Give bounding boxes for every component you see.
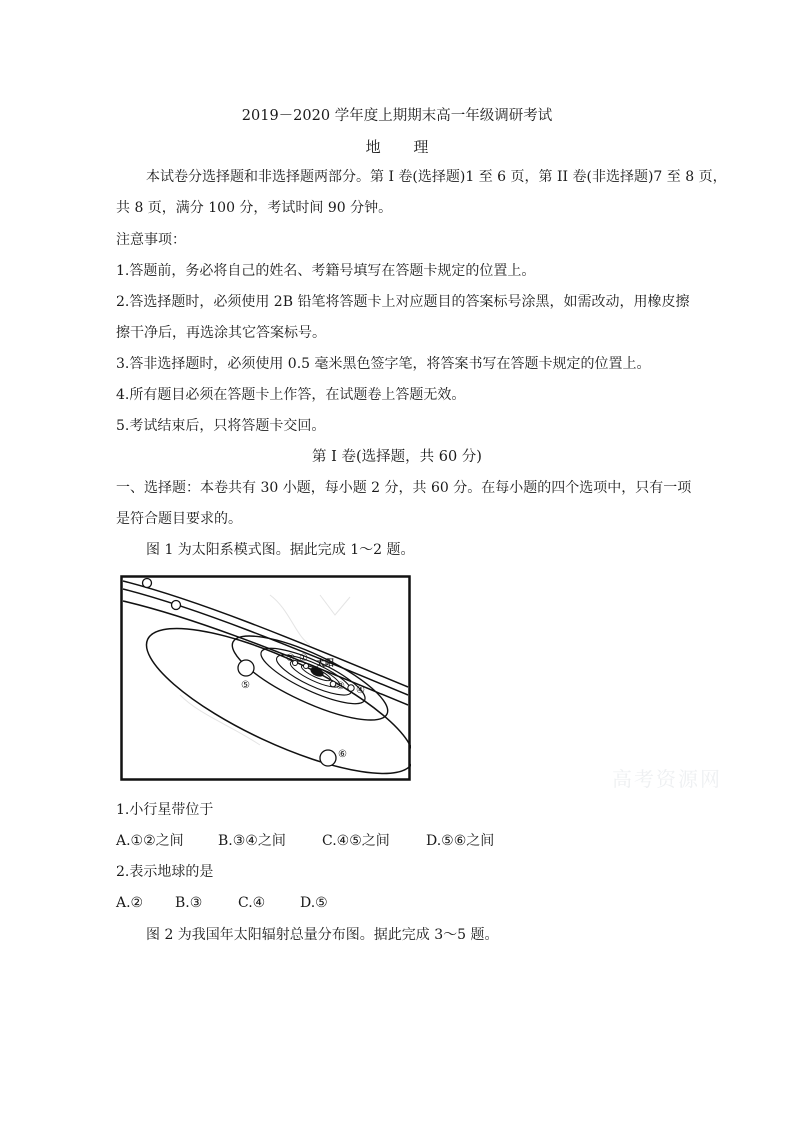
question-2-option-a: A.②	[116, 895, 144, 911]
planet-1-label: ①	[299, 653, 308, 664]
note-item-2-cont: 擦干净后，再选涂其它答案标号。	[116, 325, 326, 341]
outer-planet-2	[172, 601, 181, 610]
watermark: 高考资源网	[612, 767, 722, 791]
figure-2-intro: 图 2 为我国年太阳辐射总量分布图。据此完成 3～5 题。	[146, 927, 499, 943]
question-1-option-a: A.①②之间	[116, 833, 184, 849]
section-1-title: 第 I 卷(选择题，共 60 分)	[312, 449, 482, 465]
note-item-5: 5.考试结束后，只将答题卡交回。	[116, 418, 326, 434]
planet-5-marker	[238, 660, 254, 676]
question-2-option-d: D.⑤	[300, 895, 328, 911]
notes-heading: 注意事项：	[116, 232, 186, 248]
subject-heading: 地 理	[365, 138, 443, 156]
note-item-3: 3.答非选择题时，必须使用 0.5 毫米黑色签字笔，将答案书写在答题卡规定的位置上。	[116, 356, 651, 372]
outer-planet-1	[143, 579, 152, 588]
planet-4-label: ④	[356, 685, 365, 696]
note-item-1: 1.答题前，务必将自己的姓名、考籍号填写在答题卡规定的位置上。	[116, 263, 536, 279]
question-1-stem: 1.小行星带位于	[116, 802, 214, 818]
planet-3-marker	[330, 681, 336, 687]
solar-system-figure	[120, 575, 411, 781]
question-1-option-b: B.③④之间	[218, 833, 286, 849]
planet-3-label: ③	[336, 681, 345, 692]
planet-6-marker	[320, 750, 336, 766]
figure-1-intro: 图 1 为太阳系模式图。据此完成 1～2 题。	[146, 542, 415, 558]
planet-1-marker	[304, 664, 309, 669]
note-item-2: 2.答选择题时，必须使用 2B 铅笔将答题卡上对应题目的答案标号涂黑，如需改动，用橡皮擦	[116, 294, 690, 310]
planet-4-marker	[348, 685, 354, 691]
question-2-option-b: B.③	[175, 895, 203, 911]
planet-5-label: ⑤	[241, 680, 250, 691]
intro-line-1: 本试卷分选择题和非选择题两部分。第 I 卷(选择题)1 至 6 页，第 II 卷(非选择题)7 至 8 页，	[146, 169, 727, 185]
note-item-4: 4.所有题目必须在答题卡上作答，在试题卷上答题无效。	[116, 387, 466, 403]
sun-label: 太阳	[316, 659, 335, 669]
planet-2-label: ②	[286, 653, 295, 664]
section-1-instruction-1: 一、选择题：本卷共有 30 小题，每小题 2 分，共 60 分。在每小题的四个选项中，只有一项	[116, 480, 692, 496]
intro-line-2: 共 8 页，满分 100 分，考试时间 90 分钟。	[116, 200, 393, 216]
question-1-option-c: C.④⑤之间	[322, 833, 390, 849]
section-1-instruction-2: 是符合题目要求的。	[116, 511, 242, 527]
question-1-option-d: D.⑤⑥之间	[426, 833, 495, 849]
question-2-option-c: C.④	[238, 895, 266, 911]
planet-6-label: ⑥	[338, 749, 347, 760]
exam-title: 2019－2020 学年度上期期末高一年级调研考试	[241, 108, 553, 124]
question-2-stem: 2.表示地球的是	[116, 864, 214, 880]
